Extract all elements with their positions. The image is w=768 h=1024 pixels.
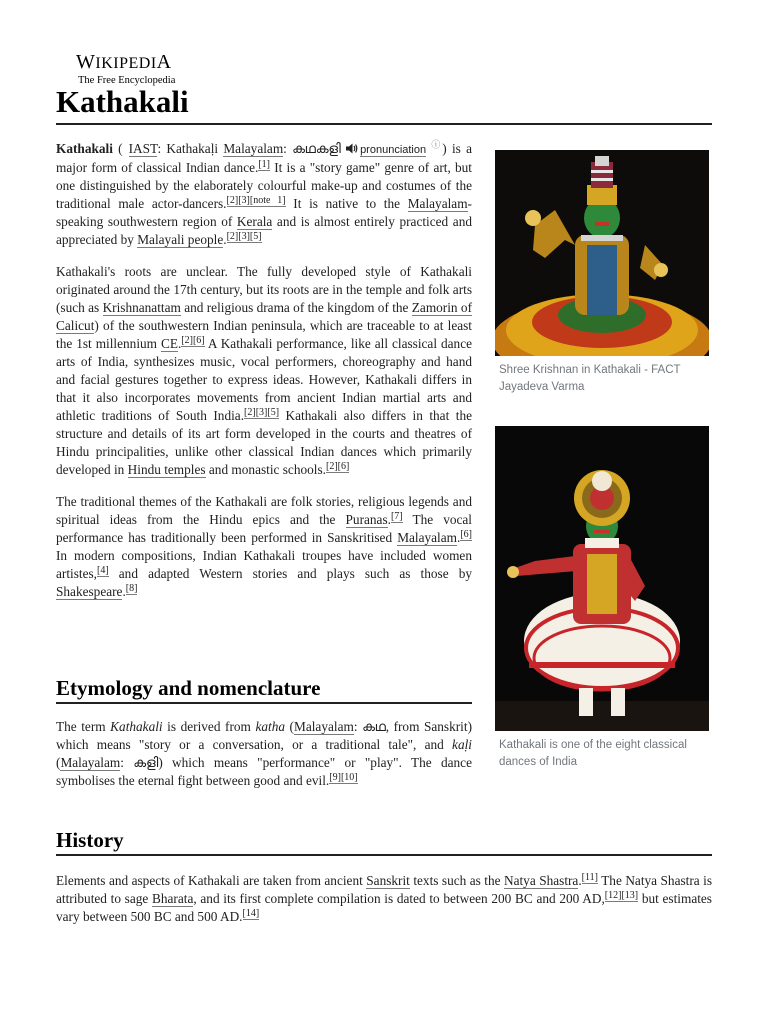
- logo-tagline: The Free Encyclopedia: [78, 75, 176, 86]
- pronunciation-link[interactable]: pronunciation: [360, 144, 427, 156]
- iast-value: Kathakaḷi: [166, 141, 219, 156]
- history-divider: [56, 854, 712, 856]
- lead-term: Kathakali: [56, 141, 113, 156]
- ref-link[interactable]: [10]: [340, 771, 358, 783]
- kathakali-krishnan-image[interactable]: [495, 150, 709, 356]
- roots-paragraph: Kathakali's roots are unclear. The fully developed style of Kathakali originated around the 17th century, but its roots are in the temple and folk arts (such as Krishnanattam and religious drama of the kingdom of the Zamorin of Calicut) of the southwestern Indian peninsula, which are traceable to at least the 1st millennium CE.[2][6] A Kathakali performance, like all classical dance arts of India, synthesizes music, vocal performers, choreography and hand and facial gestures together to express ideas. However, Kathakali differs in that it also incorporates movements from ancient Indian martial arts and athletic traditions of South India.[2][3][5] Kathakali also differs in that the structure and details of its art form developed in the courts and theatres of Hindu principalities, unlike other classical Indian dances which primarily developed in Hindu temples and monastic schools.[2][6]: [56, 264, 472, 477]
- note-link[interactable]: [note 1]: [249, 194, 286, 206]
- title-divider: [56, 123, 712, 125]
- ref-link[interactable]: [2]: [181, 334, 193, 346]
- link-ce[interactable]: CE: [160, 336, 178, 351]
- ref-link[interactable]: [11]: [581, 871, 598, 883]
- link-malayalam[interactable]: Malayalam: [60, 755, 121, 770]
- figure-caption: Kathakali is one of the eight classical dances of India: [499, 739, 687, 768]
- link-natya-shastra[interactable]: Natya Shastra: [503, 873, 579, 888]
- link-iast[interactable]: IAST: [128, 141, 158, 156]
- link-puranas[interactable]: Puranas: [345, 512, 388, 527]
- ref-link[interactable]: [3]: [255, 406, 268, 418]
- ref-link[interactable]: [13]: [621, 889, 639, 901]
- link-bharata[interactable]: Bharata: [152, 891, 194, 906]
- speaker-icon[interactable]: [346, 143, 358, 154]
- link-malayalam[interactable]: Malayalam: [294, 719, 354, 734]
- ref-link[interactable]: [5]: [249, 230, 262, 242]
- ref-link[interactable]: [14]: [242, 907, 260, 919]
- ref-link[interactable]: [6]: [192, 334, 205, 346]
- link-shakespeare[interactable]: Shakespeare: [56, 584, 123, 599]
- logo-wordmark: WIKIPEDIA: [76, 51, 172, 73]
- kathakali-dancer-image[interactable]: [495, 426, 709, 731]
- ref-link[interactable]: [2]: [325, 460, 338, 472]
- ref-link[interactable]: [6]: [460, 528, 472, 540]
- link-hindu-temples[interactable]: Hindu temples: [127, 462, 206, 477]
- malayalam-script: കഥകളി: [292, 141, 341, 156]
- link-malayalam[interactable]: Malayalam: [407, 196, 468, 211]
- figure-krishnan: [495, 150, 709, 396]
- figure-classical-dance: [495, 426, 709, 771]
- link-malayalam[interactable]: Malayalam: [397, 530, 457, 545]
- article-lead: [56, 140, 472, 615]
- history-heading: History: [56, 828, 124, 852]
- ref-link[interactable]: [1]: [258, 158, 271, 170]
- info-icon[interactable]: ⓘ: [431, 139, 443, 150]
- ref-link[interactable]: [7]: [390, 510, 403, 522]
- themes-paragraph: The traditional themes of the Kathakali are folk stories, religious legends and spiritual ideas from the Hindu epics and the Puranas.[7] The vocal performance has traditionally been performed in Sanskritised Malayalam.[6] In modern compositions, Indian Kathakali troupes have included women artistes,[4] and adapted Western stories and plays such as those by Shakespeare.[8]: [56, 494, 472, 599]
- ref-link[interactable]: [8]: [125, 582, 138, 594]
- link-zamorin[interactable]: Zamorin of Calicut: [56, 300, 472, 333]
- ref-link[interactable]: [2]: [226, 230, 239, 242]
- link-krishnanattam[interactable]: Krishnanattam: [102, 300, 181, 315]
- link-malayalam[interactable]: Malayalam: [223, 141, 284, 156]
- ref-link[interactable]: [12]: [604, 889, 622, 901]
- figure-caption: Shree Krishnan in Kathakali - FACT Jayadeva Varma: [499, 364, 681, 393]
- ref-link[interactable]: [6]: [337, 460, 350, 472]
- ref-link[interactable]: [2]: [226, 194, 239, 206]
- page-title: Kathakali: [56, 84, 189, 119]
- ref-link[interactable]: [3]: [238, 230, 250, 242]
- ref-link[interactable]: [4]: [97, 564, 109, 576]
- intro-paragraph: Kathakali ( IAST: Kathakaḷi Malayalam: കഥകളി pronunciation ⓘ) is a major form of classical Indian dance.[1] It is a "story game" genre of art, but one distinguished by the elaborately colourful make-up and costumes of the traditional male actor-dancers.[2][3][note 1] It is native to the Malayalam-speaking southwestern region of Kerala and is almost entirely practiced and appreciated by Malayali people.[2][3][5]: [56, 139, 473, 247]
- history-paragraph: Elements and aspects of Kathakali are taken from ancient Sanskrit texts such as the Natya Shastra.[11] The Natya Shastra is attributed to sage Bharata, and its first complete compilation is dated to between 200 BC and 200 AD,[12][13] but estimates vary between 500 BC and 500 AD.[14]: [56, 871, 713, 924]
- ref-link[interactable]: [3]: [238, 194, 250, 206]
- etymology-divider: [56, 702, 472, 704]
- link-sanskrit[interactable]: Sanskrit: [366, 873, 410, 888]
- etymology-heading: Etymology and nomenclature: [56, 676, 321, 700]
- link-kerala[interactable]: Kerala: [236, 214, 273, 229]
- ref-link[interactable]: [5]: [267, 406, 280, 418]
- ref-link[interactable]: [2]: [244, 406, 256, 418]
- link-malayali-people[interactable]: Malayali people: [137, 232, 224, 247]
- etymology-paragraph: The term Kathakali is derived from katha (Malayalam: കഥ, from Sanskrit) which means "story or a conversation, or a traditional tale", and kaḷi (Malayalam: കളി) which means "performance" or "play". The dance symbolises the eternal fight between good and evil.[9][10]: [56, 719, 472, 788]
- ref-link[interactable]: [9]: [329, 771, 341, 783]
- wikipedia-logo[interactable]: [76, 52, 216, 87]
